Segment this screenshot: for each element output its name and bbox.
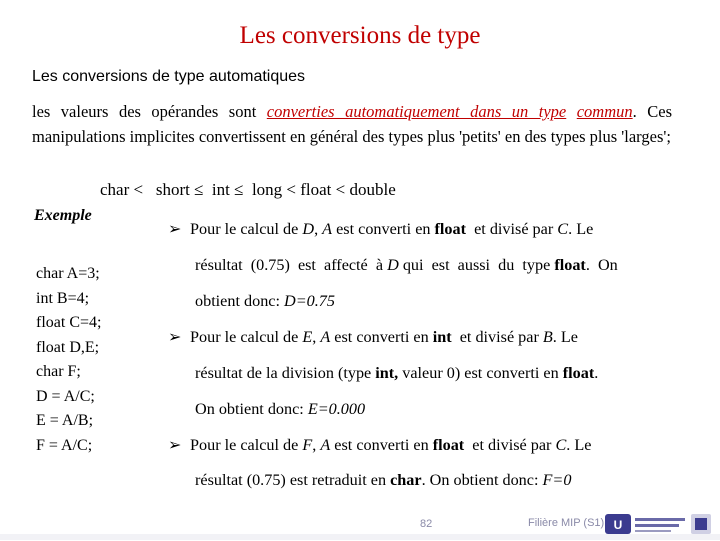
type-float: float xyxy=(562,364,595,382)
code-line: E = A/B; xyxy=(36,412,94,429)
var-a: A xyxy=(320,436,331,454)
var-c: C xyxy=(555,436,567,454)
arrow-bullet-icon: ➢ xyxy=(168,328,182,346)
code-line: D = A/C; xyxy=(36,387,95,405)
var-f: F xyxy=(302,436,313,454)
bullet-1-line-2 xyxy=(195,256,708,275)
bullet-2-line-1 xyxy=(168,319,708,355)
text: , xyxy=(312,436,321,454)
intro-paragraph xyxy=(32,99,672,149)
text: est converti en xyxy=(330,328,433,346)
type-float: float xyxy=(434,220,467,238)
text: . Le xyxy=(566,436,592,454)
type-int: int, xyxy=(375,364,399,382)
var-a: A xyxy=(322,220,333,238)
type-char: char xyxy=(390,471,422,489)
text: Pour le calcul de xyxy=(190,220,303,238)
code-line: char F; xyxy=(36,363,81,380)
section-subtitle: Les conversions de type automatiques xyxy=(32,68,306,85)
text: Pour le calcul de xyxy=(190,328,303,346)
text: . On xyxy=(585,256,618,274)
var-e: E xyxy=(302,328,313,346)
text: résultat de la division (type xyxy=(195,364,376,382)
text: , xyxy=(312,328,321,346)
arrow-bullet-icon: ➢ xyxy=(168,436,182,454)
arrow-bullet-icon: ➢ xyxy=(168,220,182,238)
type-float: float xyxy=(432,436,465,454)
type-hierarchy: char < short ≤ int ≤ long < float < double xyxy=(100,180,396,199)
text: et divisé par xyxy=(464,436,556,454)
text: qui est aussi du type xyxy=(398,256,555,274)
text: est converti en xyxy=(332,220,435,238)
text: . xyxy=(594,364,599,382)
text: . Le xyxy=(552,328,578,346)
page-number: 82 xyxy=(420,518,433,530)
text: valeur 0) est converti en xyxy=(398,364,563,382)
text: On obtient donc: xyxy=(195,400,308,418)
bullet-2-line-3 xyxy=(195,400,708,419)
text: Pour le calcul de xyxy=(190,436,303,454)
bullet-1-line-3 xyxy=(195,292,708,311)
result-f: F=0 xyxy=(542,471,572,489)
code-line: float D,E; xyxy=(36,338,100,356)
text: obtient donc: xyxy=(195,292,285,310)
var-b: B xyxy=(542,328,553,346)
footer-course: Filière MIP (S1) xyxy=(528,517,605,529)
footer-bar xyxy=(0,534,720,540)
text: et divisé par xyxy=(451,328,543,346)
bullet-2-line-2 xyxy=(195,364,708,383)
text: . Le xyxy=(568,220,594,238)
bullet-1-line-1 xyxy=(168,211,708,247)
result-d: D=0.75 xyxy=(284,292,335,310)
var-a: A xyxy=(320,328,331,346)
var-c: C xyxy=(557,220,569,238)
text: résultat (0.75) est retraduit en xyxy=(195,471,391,489)
var-d: D xyxy=(302,220,315,238)
bullet-3-line-2 xyxy=(195,471,708,490)
result-e: E=0.000 xyxy=(307,400,366,418)
text: . On obtient donc: xyxy=(421,471,543,489)
code-block xyxy=(36,262,101,458)
text: résultat (0.75) est affecté à xyxy=(195,256,388,274)
var-d: D xyxy=(387,256,399,274)
text: , xyxy=(314,220,323,238)
intro-text-2: . Ces manipulations implicites convertissent en général des types plus 'petits' en des types plus 'larges'; xyxy=(32,102,672,146)
text: est converti en xyxy=(330,436,433,454)
type-int: int xyxy=(432,328,452,346)
type-float: float xyxy=(554,256,586,274)
code-line: F = A/C; xyxy=(36,436,93,454)
code-line: float C=4; xyxy=(36,314,102,331)
code-line: int B=4; xyxy=(36,289,90,307)
slide-title: Les conversions de type xyxy=(239,22,481,49)
intro-text-1: les valeurs des opérandes sont xyxy=(32,102,267,121)
exemple-label: Exemple xyxy=(34,207,92,224)
code-line: char A=3; xyxy=(36,265,100,282)
bullet-3-line-1 xyxy=(168,427,708,463)
text: et divisé par xyxy=(466,220,558,238)
intro-highlight-2: commun xyxy=(576,102,633,121)
intro-highlight-1: converties automatiquement dans un type xyxy=(266,102,567,121)
svg-text:U: U xyxy=(613,518,623,532)
